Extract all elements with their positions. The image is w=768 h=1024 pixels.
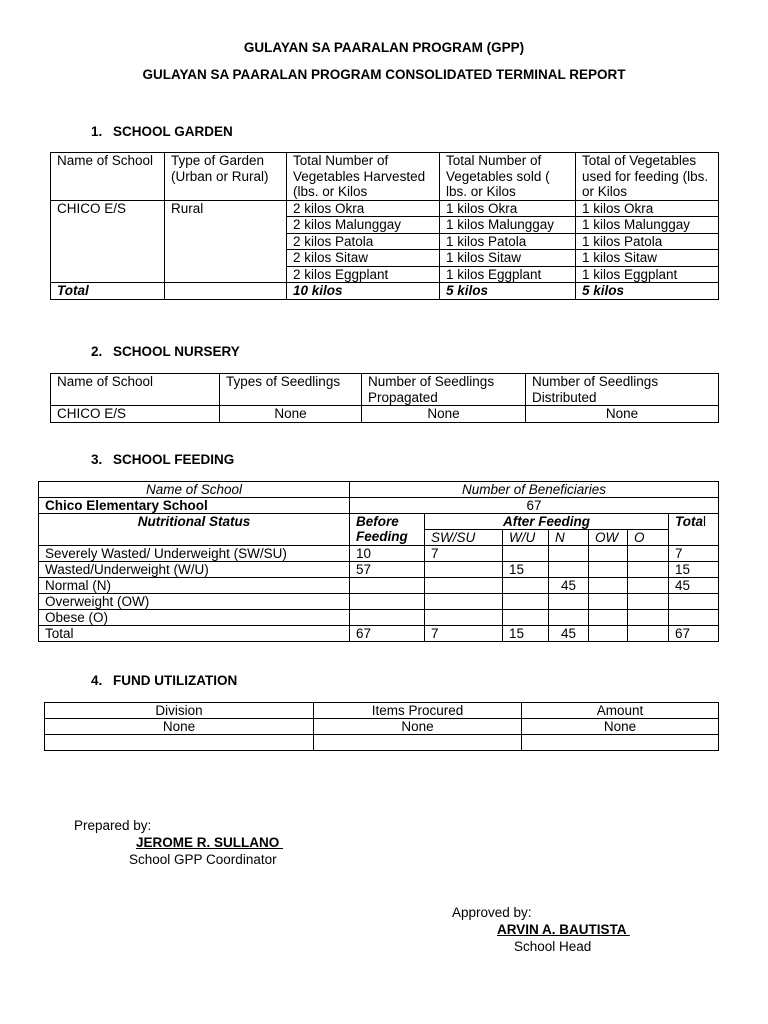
header-cell: W/U — [503, 530, 549, 546]
table-cell — [589, 562, 628, 578]
header-cell: O — [628, 530, 669, 546]
table-cell — [589, 578, 628, 594]
header-cell: SW/SU — [425, 530, 503, 546]
table-row — [51, 200, 719, 217]
table-cell: Severely Wasted/ Underweight (SW/SU) — [39, 546, 350, 562]
table-cell — [425, 578, 503, 594]
table-header-row — [51, 374, 719, 406]
table-cell — [314, 735, 522, 751]
table-cell: 1 kilos Okra — [576, 200, 719, 217]
table-cell: Wasted/Underweight (W/U) — [39, 562, 350, 578]
header-cell: Number of Beneficiaries — [350, 482, 719, 498]
table-cell — [503, 578, 549, 594]
table-cell: 1 kilos Sitaw — [576, 250, 719, 267]
header-cell: Items Procured — [314, 703, 522, 719]
header-cell: Nutritional Status — [39, 514, 350, 546]
table-cell — [628, 594, 669, 610]
header-cell: Name of School — [51, 153, 165, 201]
table-cell — [350, 594, 425, 610]
header-cell: Before Feeding — [350, 514, 425, 546]
table-cell: 1 kilos Okra — [440, 200, 576, 217]
table-cell: 57 — [350, 562, 425, 578]
table-cell — [425, 562, 503, 578]
header-cell: OW — [589, 530, 628, 546]
table-cell — [628, 562, 669, 578]
table-cell — [549, 594, 589, 610]
total-cell: 5 kilos — [440, 283, 576, 300]
table-cell — [503, 610, 549, 626]
table-cell — [549, 562, 589, 578]
table-cell: 2 kilos Malunggay — [287, 217, 440, 234]
table-row — [45, 735, 719, 751]
school-feeding-table — [38, 481, 719, 642]
table-cell: 2 kilos Patola — [287, 233, 440, 250]
table-cell: 1 kilos Malunggay — [440, 217, 576, 234]
table-cell — [425, 610, 503, 626]
header-cell: Number of Seedlings Distributed — [526, 374, 719, 406]
table-header-row — [51, 153, 719, 201]
table-cell — [350, 578, 425, 594]
table-cell: 2 kilos Okra — [287, 200, 440, 217]
section-title: FUND UTILIZATION — [113, 673, 238, 688]
approved-by-label: Approved by: — [452, 905, 532, 920]
total-header-part: Tota — [675, 514, 703, 529]
garden-type-cell: Rural — [165, 200, 287, 283]
table-cell — [628, 610, 669, 626]
prepared-by-label: Prepared by: — [74, 818, 152, 833]
table-cell: 1 kilos Patola — [440, 233, 576, 250]
table-header-row — [39, 482, 719, 498]
table-cell — [669, 610, 719, 626]
school-garden-table — [50, 152, 719, 300]
table-cell: 15 — [503, 626, 549, 642]
section-title: SCHOOL FEEDING — [113, 452, 235, 467]
table-cell: 1 kilos Eggplant — [576, 266, 719, 283]
table-row — [39, 498, 719, 514]
table-cell: 15 — [669, 562, 719, 578]
section-title: SCHOOL NURSERY — [113, 344, 240, 359]
table-header-row — [45, 703, 719, 719]
total-cell: 5 kilos — [576, 283, 719, 300]
table-cell — [503, 546, 549, 562]
approved-by-title: School Head — [514, 939, 592, 954]
header-cell: Types of Seedlings — [220, 374, 362, 406]
prepared-by-name: JEROME R. SULLANO — [136, 835, 284, 850]
table-cell: 45 — [669, 578, 719, 594]
report-program-title: GULAYAN SA PAARALAN PROGRAM (GPP) — [243, 40, 525, 55]
table-cell: 67 — [350, 626, 425, 642]
table-cell — [350, 610, 425, 626]
total-row — [39, 626, 719, 642]
school-name-cell: Chico Elementary School — [39, 498, 350, 514]
school-nursery-table — [50, 373, 719, 423]
section-school-feeding-heading — [91, 452, 234, 467]
table-header-row — [39, 514, 719, 530]
prepared-by-title: School GPP Coordinator — [129, 852, 277, 867]
table-row — [39, 610, 719, 626]
table-cell: 7 — [425, 546, 503, 562]
table-cell: None — [45, 719, 314, 735]
table-cell — [628, 578, 669, 594]
table-cell — [589, 610, 628, 626]
section-number: 3. — [91, 452, 103, 467]
table-cell: Normal (N) — [39, 578, 350, 594]
table-cell — [628, 546, 669, 562]
header-cell: Total of Vegetables used for feeding (lbs. or Kilos — [576, 153, 719, 201]
table-cell — [503, 594, 549, 610]
table-row — [39, 562, 719, 578]
header-cell: N — [549, 530, 589, 546]
table-cell — [628, 626, 669, 642]
table-cell: 7 — [669, 546, 719, 562]
header-cell: Amount — [522, 703, 719, 719]
section-school-nursery-heading — [91, 344, 240, 359]
table-cell — [589, 594, 628, 610]
section-school-garden-heading — [91, 124, 233, 139]
table-cell: Total — [39, 626, 350, 642]
table-cell: CHICO E/S — [51, 406, 220, 423]
table-cell — [589, 626, 628, 642]
table-row — [39, 594, 719, 610]
header-cell: Name of School — [51, 374, 220, 406]
header-cell: Total Number of Vegetables sold ( lbs. or Kilos — [440, 153, 576, 201]
table-cell: None — [362, 406, 526, 423]
header-cell: Total Number of Vegetables Harvested (lbs. or Kilos — [287, 153, 440, 201]
total-label: Total — [51, 283, 165, 300]
table-cell: 1 kilos Patola — [576, 233, 719, 250]
table-cell: 1 kilos Eggplant — [440, 266, 576, 283]
section-title: SCHOOL GARDEN — [113, 124, 233, 139]
table-cell — [589, 546, 628, 562]
table-cell: 1 kilos Malunggay — [576, 217, 719, 234]
total-row — [51, 283, 719, 300]
header-cell: Division — [45, 703, 314, 719]
section-number: 4. — [91, 673, 103, 688]
table-cell: 7 — [425, 626, 503, 642]
report-title: GULAYAN SA PAARALAN PROGRAM CONSOLIDATED TERMINAL REPORT — [142, 67, 626, 82]
header-cell: Number of Seedlings Propagated — [362, 374, 526, 406]
table-cell: 45 — [549, 578, 589, 594]
table-cell: None — [522, 719, 719, 735]
header-cell: Type of Garden (Urban or Rural) — [165, 153, 287, 201]
table-cell — [669, 594, 719, 610]
table-cell: None — [220, 406, 362, 423]
table-cell — [425, 594, 503, 610]
header-cell — [669, 514, 719, 546]
table-cell: 15 — [503, 562, 549, 578]
table-row — [39, 578, 719, 594]
fund-utilization-table — [44, 702, 719, 751]
section-number: 2. — [91, 344, 103, 359]
section-fund-utilization-heading — [91, 673, 237, 688]
table-cell: 2 kilos Sitaw — [287, 250, 440, 267]
table-cell: None — [526, 406, 719, 423]
table-cell: Overweight (OW) — [39, 594, 350, 610]
approved-by-name: ARVIN A. BAUTISTA — [497, 922, 630, 937]
table-cell — [522, 735, 719, 751]
total-cell: 10 kilos — [287, 283, 440, 300]
header-cell: Name of School — [39, 482, 350, 498]
table-cell: 10 — [350, 546, 425, 562]
table-cell: Obese (O) — [39, 610, 350, 626]
table-cell: 45 — [549, 626, 589, 642]
table-row — [39, 546, 719, 562]
table-row — [51, 406, 719, 423]
table-cell: 67 — [669, 626, 719, 642]
table-cell: 2 kilos Eggplant — [287, 266, 440, 283]
table-cell — [165, 283, 287, 300]
table-cell — [549, 546, 589, 562]
table-cell — [45, 735, 314, 751]
table-cell — [549, 610, 589, 626]
header-cell: After Feeding — [425, 514, 669, 530]
total-header-part: l — [703, 514, 706, 529]
beneficiaries-cell: 67 — [350, 498, 719, 514]
school-name-cell: CHICO E/S — [51, 200, 165, 283]
table-row — [45, 719, 719, 735]
table-cell: 1 kilos Sitaw — [440, 250, 576, 267]
section-number: 1. — [91, 124, 103, 139]
table-cell: None — [314, 719, 522, 735]
